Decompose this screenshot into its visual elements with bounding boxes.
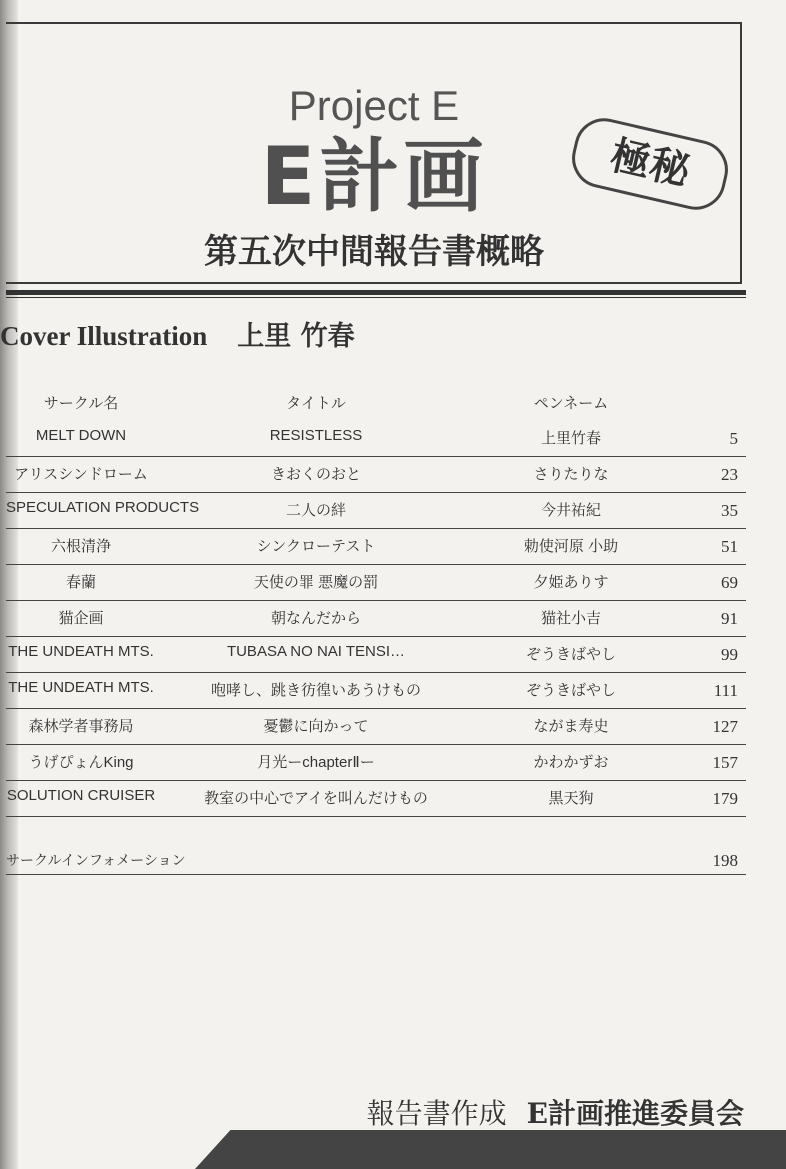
entry-circle-name: うげぴょんKing (28, 754, 134, 771)
column-header-pen-name: ペンネーム (533, 395, 609, 412)
entry-title: RESISTLESS (269, 427, 363, 444)
table-of-contents (6, 386, 746, 817)
title-box (6, 22, 742, 284)
entry-page-number: 35 (721, 501, 738, 520)
circle-information-page: 198 (712, 851, 738, 870)
entry-pen-name: 上里竹春 (540, 430, 601, 447)
entry-circle-name: 春蘭 (65, 574, 96, 591)
circle-information-row (6, 848, 746, 875)
project-english-title: Project E (288, 82, 460, 129)
entry-title: 朝なんだから (270, 610, 361, 627)
column-header-circle: サークル名 (43, 395, 119, 412)
entry-title: 天使の罪 悪魔の罰 (253, 574, 379, 591)
circle-information-label: サークルインフォメーション (6, 852, 186, 868)
confidential-stamp: 極秘 (566, 112, 734, 215)
entry-page-number: 157 (712, 753, 738, 772)
report-credit-label: 報告書作成 (366, 1097, 507, 1130)
entry-page-number: 179 (712, 789, 738, 808)
entry-title: 月光ーchapterⅡー (257, 754, 375, 771)
entry-page-number: 127 (712, 717, 738, 736)
entry-pen-name: さりたりな (533, 466, 609, 483)
entry-pen-name: 勅使河原 小助 (523, 538, 619, 555)
report-credit (367, 1092, 744, 1132)
entry-circle-name: 六根清浄 (50, 538, 111, 555)
toc-entry-row (6, 565, 746, 601)
cover-label: Cover Illustration (0, 321, 208, 351)
entry-pen-name: ながま寿史 (533, 718, 609, 735)
report-subtitle: 第五次中間報告書概略 (204, 232, 544, 272)
entry-page-number: 5 (729, 429, 738, 448)
entry-title: 教室の中心でアイを叫んだけもの (204, 790, 428, 807)
entry-pen-name: 夕姫ありす (533, 574, 609, 591)
entry-circle-name: SPECULATION PRODUCTS (6, 499, 200, 516)
entry-page-number: 51 (721, 537, 738, 556)
entry-title: 二人の絆 (285, 502, 346, 519)
entry-title: シンクローテスト (256, 538, 376, 555)
toc-entry-row (6, 457, 746, 493)
entry-page-number: 91 (721, 609, 738, 628)
entry-pen-name: かわかずお (533, 754, 609, 771)
entry-circle-name: SOLUTION CRUISER (6, 787, 156, 804)
entry-pen-name: 今井祐紀 (540, 502, 601, 519)
footer-band (195, 1130, 786, 1169)
entry-circle-name: MELT DOWN (35, 427, 127, 444)
toc-header-row (6, 386, 746, 421)
entry-title: TUBASA NO NAI TENSI… (226, 643, 406, 660)
cover-credit (0, 314, 355, 353)
toc-entry-row (6, 421, 746, 457)
entry-circle-name: アリスシンドローム (14, 466, 148, 483)
entry-pen-name: ぞうきばやし (525, 646, 616, 663)
main-title: E計画 (260, 130, 488, 223)
entry-circle-name: 猫企画 (58, 610, 104, 627)
toc-entry-row (6, 601, 746, 637)
entry-title: 憂鬱に向かって (263, 718, 369, 735)
divider-thick (6, 290, 746, 295)
divider-thin (6, 297, 746, 298)
toc-entry-row (6, 529, 746, 565)
entry-pen-name: 猫社小吉 (540, 610, 601, 627)
report-credit-org: E計画推進委員会 (526, 1097, 744, 1130)
entry-page-number: 111 (713, 681, 738, 700)
entry-pen-name: ぞうきばやし (525, 682, 616, 699)
toc-entry-row (6, 709, 746, 745)
toc-entry-row (6, 781, 746, 817)
cover-artist: 上里 竹春 (237, 321, 355, 352)
entry-circle-name: 森林学者事務局 (28, 718, 134, 735)
entry-circle-name: THE UNDEATH MTS. (8, 679, 154, 696)
entry-title: 咆哮し、跳き彷徨いあうけもの (210, 682, 421, 699)
toc-entry-row (6, 637, 746, 673)
entry-circle-name: THE UNDEATH MTS. (8, 643, 154, 660)
column-header-title: タイトル (286, 395, 346, 412)
entry-title: きおくのおと (270, 466, 361, 483)
toc-entry-row (6, 673, 746, 709)
entry-pen-name: 黒天狗 (548, 790, 594, 807)
toc-entry-row (6, 745, 746, 781)
entry-page-number: 23 (721, 465, 738, 484)
entry-page-number: 69 (721, 573, 738, 592)
entry-page-number: 99 (721, 645, 738, 664)
toc-entry-row (6, 493, 746, 529)
